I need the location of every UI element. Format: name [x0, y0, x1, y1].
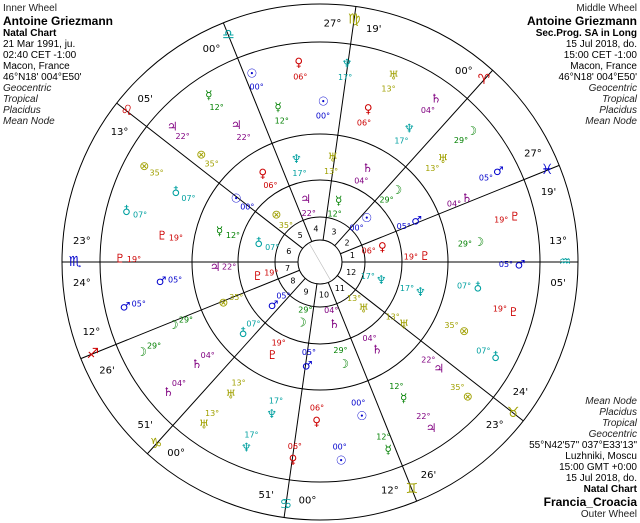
- inner-wheel-setting: Placidus: [3, 105, 41, 116]
- outer-wheel-setting: Tropical: [602, 418, 637, 429]
- planet-glyph-icon: ☿: [400, 390, 408, 405]
- middle-wheel-setting: Geocentric: [588, 83, 637, 94]
- zodiac-sign-icon: ♊: [405, 481, 419, 498]
- planet-glyph-icon: ♀: [363, 101, 373, 116]
- inner-wheel-chart-type: Natal Chart: [3, 28, 57, 39]
- outer-wheel-place: Luzhniki, Moscu: [565, 451, 637, 462]
- planet-degree: 12°: [225, 230, 241, 240]
- cusp-degree: 00°: [202, 44, 221, 56]
- planet-glyph-icon: ♀: [288, 452, 298, 467]
- planet-glyph-icon: ♁: [491, 350, 501, 365]
- cusp-minute: 51': [137, 419, 153, 431]
- inner-wheel-setting: Geocentric: [3, 83, 52, 94]
- inner-wheel-info: [3, 3, 113, 127]
- planet-glyph-icon: ♁: [122, 203, 131, 218]
- planet-glyph-icon: ♅: [225, 387, 237, 402]
- outer-wheel-info: [529, 396, 637, 520]
- planet-glyph-icon: ♀: [377, 240, 387, 255]
- cusp-minute: 23°: [73, 236, 91, 248]
- cusp-minute: 05': [550, 277, 566, 289]
- planet-degree: 05°: [301, 347, 317, 357]
- planet-glyph-icon: ♄: [162, 384, 174, 399]
- cusp-minute: 19': [366, 24, 382, 36]
- inner-wheel-coords: 46°N18' 004°E50': [3, 72, 82, 83]
- planet-glyph-icon: ⊗: [462, 389, 473, 404]
- planet-degree: 17°: [292, 168, 307, 178]
- cusp-degree: 00°: [167, 447, 186, 459]
- planet-glyph-icon: ♇: [508, 305, 519, 320]
- planet-glyph-icon: ☽: [473, 235, 485, 250]
- planet-glyph-icon: ☿: [215, 223, 224, 238]
- planet-glyph-icon: ♁: [254, 235, 264, 250]
- planet-glyph-icon: ☉: [335, 453, 347, 468]
- planet-glyph-icon: ☽: [466, 124, 478, 139]
- planet-degree: 07°: [265, 242, 280, 252]
- cusp-degree: 00°: [298, 495, 317, 507]
- planet-glyph-icon: ♆: [240, 440, 252, 455]
- house-number: 11: [334, 283, 345, 293]
- planet-degree: 22°: [175, 132, 190, 142]
- planet-degree: 22°: [421, 355, 436, 365]
- middle-wheel-setting: Mean Node: [585, 116, 637, 127]
- planet-degree: 17°: [360, 272, 375, 282]
- planet-glyph-icon: ☿: [274, 100, 282, 115]
- planet-degree: 04°: [420, 106, 436, 116]
- planet-degree: 05°: [131, 299, 146, 309]
- planet-glyph-icon: ♅: [198, 417, 210, 432]
- house-cusp-line: [340, 165, 559, 256]
- planet-degree: 06°: [309, 403, 325, 413]
- planet-glyph-icon: ♁: [171, 185, 181, 200]
- planet-degree: 19°: [403, 252, 418, 262]
- inner-wheel-name: Antoine Griezmann: [3, 14, 114, 28]
- zodiac-sign-icon: ♐: [86, 345, 100, 362]
- zodiac-sign-icon: ♏: [68, 254, 82, 270]
- planet-glyph-icon: ♅: [398, 317, 410, 332]
- cusp-degree: 27°: [524, 148, 542, 160]
- planet-degree: 07°: [181, 194, 196, 204]
- planet-degree: 06°: [361, 246, 376, 256]
- planet-degree: 06°: [356, 118, 372, 128]
- planet-glyph-icon: ♅: [437, 152, 449, 167]
- planet-degree: 29°: [333, 346, 348, 356]
- planet-degree: 19°: [126, 254, 142, 264]
- outer-wheel-name: Francia_Croacia: [543, 495, 637, 509]
- planet-glyph-icon: ♆: [290, 152, 302, 167]
- inner-wheel-header: Inner Wheel: [3, 3, 57, 14]
- cusp-degree: 26': [420, 469, 437, 481]
- cusp-degree: 13°: [110, 126, 129, 138]
- house-number: 9: [303, 287, 309, 297]
- planet-glyph-icon: ♃: [300, 192, 311, 207]
- planet-degree: 13°: [204, 408, 220, 418]
- zodiac-sign-icon: ♑: [149, 436, 163, 453]
- middle-wheel-place: Macon, France: [570, 61, 637, 72]
- house-number: 2: [344, 238, 350, 248]
- planet-degree: 22°: [222, 262, 237, 272]
- planet-glyph-icon: ☿: [205, 88, 213, 103]
- planet-degree: 19°: [168, 233, 184, 243]
- house-number: 1: [349, 251, 355, 261]
- inner-wheel-setting: Tropical: [3, 94, 38, 105]
- house-number: 5: [297, 231, 303, 241]
- cusp-minute: 05': [137, 94, 153, 106]
- inner-wheel-setting: Mean Node: [3, 116, 55, 127]
- middle-wheel-coords: 46°N18' 004°E50': [558, 72, 637, 83]
- planet-degree: 22°: [416, 412, 431, 422]
- planet-degree: 29°: [298, 305, 313, 315]
- planet-glyph-icon: ♇: [114, 251, 126, 266]
- middle-wheel-header: Middle Wheel: [576, 3, 637, 14]
- planet-glyph-icon: ☽: [167, 317, 179, 332]
- planet-degree: 06°: [263, 181, 278, 191]
- planet-degree: 00°: [332, 442, 347, 452]
- inner-wheel-time: 02:40 CET -1:00: [3, 50, 77, 61]
- planet-degree: 00°: [315, 111, 331, 121]
- outer-wheel-date: 15 Jul 2018, do.: [565, 473, 637, 484]
- planet-glyph-icon: ⊗: [271, 207, 282, 222]
- planet-glyph-icon: ☽: [136, 344, 147, 359]
- planet-degree: 06°: [293, 72, 308, 82]
- planet-glyph-icon: ♃: [166, 119, 178, 134]
- planet-degree: 13°: [381, 84, 396, 94]
- planet-glyph-icon: ♆: [415, 285, 426, 300]
- planet-glyph-icon: ♇: [252, 268, 264, 283]
- middle-wheel-name: Antoine Griezmann: [526, 14, 637, 28]
- planet-glyph-icon: ♄: [430, 91, 442, 106]
- planet-glyph-icon: ♂: [514, 257, 526, 272]
- planet-degree: 19°: [271, 338, 286, 348]
- planet-degree: 04°: [324, 306, 339, 316]
- planet-glyph-icon: ♅: [358, 301, 370, 316]
- planet-degree: 13°: [425, 164, 440, 174]
- planet-glyph-icon: ☉: [361, 210, 373, 225]
- middle-wheel-setting: Tropical: [602, 94, 637, 105]
- planet-degree: 29°: [453, 136, 469, 146]
- planet-degree: 04°: [362, 333, 377, 343]
- planet-glyph-icon: ♆: [266, 407, 278, 422]
- planet-glyph-icon: ♆: [341, 56, 353, 71]
- planet-degree: 35°: [229, 293, 244, 303]
- outer-wheel-setting: Geocentric: [588, 429, 637, 440]
- planet-glyph-icon: ♇: [156, 228, 168, 243]
- planet-glyph-icon: ☿: [335, 193, 343, 208]
- planet-glyph-icon: ♂: [119, 299, 131, 314]
- planet-glyph-icon: ♂: [301, 358, 313, 373]
- outer-wheel-coords: 55°N42'57" 037°E33'13": [529, 440, 637, 451]
- planet-degree: 12°: [376, 432, 391, 442]
- planet-glyph-icon: ♀: [312, 414, 322, 429]
- planet-degree: 05°: [498, 260, 514, 270]
- cusp-minute: 51': [258, 489, 274, 501]
- planet-glyph-icon: ♂: [267, 298, 279, 313]
- planet-glyph-icon: ☉: [230, 191, 242, 206]
- planet-degree: 29°: [146, 341, 162, 351]
- house-number: 4: [313, 224, 319, 234]
- planet-glyph-icon: ♂: [411, 213, 423, 228]
- planet-glyph-icon: ♇: [266, 348, 278, 363]
- planet-glyph-icon: ♄: [362, 160, 374, 175]
- planet-degree: 35°: [149, 168, 164, 178]
- planet-glyph-icon: ⊗: [218, 295, 229, 310]
- aspect-line: [309, 243, 331, 281]
- zodiac-sign-icon: ♌: [120, 103, 134, 120]
- cusp-degree: 27°: [323, 18, 342, 30]
- planet-glyph-icon: ♂: [493, 164, 504, 179]
- planet-glyph-icon: ☉: [246, 66, 258, 81]
- planet-degree: 05°: [167, 275, 183, 285]
- planet-degree: 04°: [171, 378, 187, 388]
- planet-degree: 07°: [246, 319, 261, 329]
- planet-degree: 12°: [389, 381, 404, 391]
- planet-glyph-icon: ♀: [258, 166, 268, 181]
- planet-degree: 00°: [240, 202, 255, 212]
- planet-degree: 12°: [327, 209, 342, 219]
- planet-degree: 35°: [204, 159, 219, 169]
- planet-glyph-icon: ♁: [473, 280, 483, 295]
- planet-degree: 19°: [494, 215, 509, 225]
- zodiac-sign-icon: ♎: [221, 26, 235, 43]
- house-number: 10: [318, 290, 330, 300]
- planet-degree: 05°: [276, 291, 291, 301]
- outer-wheel-setting: Placidus: [599, 407, 637, 418]
- cusp-degree: 26': [99, 365, 115, 377]
- planet-glyph-icon: ♃: [425, 420, 437, 435]
- planet-glyph-icon: ⊗: [196, 147, 207, 162]
- planet-degree: 13°: [231, 378, 246, 388]
- planet-degree: 19°: [492, 304, 508, 314]
- planet-glyph-icon: ☉: [356, 408, 368, 423]
- middle-wheel-setting: Placidus: [599, 105, 637, 116]
- planet-degree: 29°: [178, 315, 194, 325]
- planet-degree: 00°: [249, 82, 264, 92]
- zodiac-sign-icon: ♉: [506, 404, 520, 421]
- planet-glyph-icon: ♇: [419, 249, 431, 264]
- zodiac-sign-icon: ♓: [540, 162, 554, 179]
- outer-wheel-chart-type: Natal Chart: [583, 484, 637, 495]
- zodiac-sign-icon: ♍: [347, 11, 361, 28]
- middle-wheel-info: [527, 3, 637, 127]
- planet-degree: 13°: [385, 312, 400, 322]
- house-number: 6: [286, 246, 292, 256]
- planet-degree: 35°: [444, 320, 459, 330]
- planet-degree: 07°: [476, 346, 491, 356]
- house-number: 8: [290, 276, 296, 286]
- planet-degree: 35°: [450, 382, 465, 392]
- planet-glyph-icon: ☽: [391, 182, 403, 197]
- planet-glyph-icon: ⊗: [459, 323, 470, 338]
- cusp-minute: 12°: [82, 326, 101, 338]
- planet-degree: 05°: [396, 221, 411, 231]
- planet-glyph-icon: ♃: [433, 361, 445, 376]
- planet-degree: 12°: [209, 102, 224, 112]
- planet-degree: 06°: [287, 441, 302, 451]
- planet-degree: 22°: [236, 133, 251, 143]
- planet-degree: 17°: [244, 430, 259, 440]
- cusp-degree: 00°: [454, 66, 473, 78]
- planet-degree: 00°: [349, 223, 364, 233]
- cusp-minute: 23°: [485, 419, 504, 431]
- zodiac-sign-icon: ♒: [558, 254, 572, 270]
- planet-degree: 13°: [323, 167, 339, 177]
- planet-degree: 07°: [132, 210, 148, 220]
- outer-wheel-header: Outer Wheel: [580, 509, 637, 520]
- planet-glyph-icon: ♆: [403, 121, 415, 136]
- inner-wheel-place: Macon, France: [3, 61, 70, 72]
- planet-degree: 13°: [347, 294, 362, 304]
- planet-degree: 17°: [268, 396, 284, 406]
- cusp-degree: 24°: [73, 277, 91, 289]
- middle-wheel-time: 15:00 CET -1:00: [563, 50, 637, 61]
- planet-degree: 17°: [394, 136, 409, 146]
- cusp-minute: 12°: [381, 485, 399, 497]
- planet-glyph-icon: ♂: [155, 273, 167, 288]
- planet-glyph-icon: ♄: [329, 316, 340, 331]
- zodiac-sign-icon: ♈: [477, 71, 491, 88]
- cusp-degree: 13°: [549, 236, 567, 248]
- planet-degree: 04°: [354, 176, 369, 186]
- planet-degree: 35°: [278, 220, 293, 230]
- planet-degree: 29°: [457, 239, 473, 249]
- planet-degree: 29°: [379, 195, 394, 205]
- planet-degree: 17°: [338, 73, 353, 83]
- outer-wheel-time: 15:00 GMT +0:00: [559, 462, 637, 473]
- planet-degree: 22°: [301, 208, 316, 218]
- planet-glyph-icon: ♅: [327, 150, 339, 165]
- planet-glyph-icon: ♃: [209, 259, 221, 274]
- planet-degree: 17°: [399, 284, 415, 294]
- inner-wheel-date: 21 Mar 1991, ju.: [3, 39, 76, 50]
- planet-degree: 04°: [446, 199, 462, 209]
- planet-degree: 12°: [274, 116, 289, 126]
- planet-glyph-icon: ♄: [191, 356, 203, 371]
- planet-glyph-icon: ♄: [461, 191, 473, 206]
- planet-glyph-icon: ☽: [338, 356, 350, 371]
- house-number: 3: [331, 227, 337, 237]
- planet-glyph-icon: ♆: [375, 273, 387, 288]
- middle-wheel-chart-type: Sec.Prog. SA in Long: [535, 28, 637, 39]
- cusp-minute: 19': [540, 187, 557, 199]
- middle-wheel-date: 15 Jul 2018, do.: [565, 39, 637, 50]
- house-number: 12: [346, 268, 357, 278]
- cusp-degree: 24': [512, 387, 529, 399]
- house-number: 7: [285, 263, 291, 273]
- zodiac-sign-icon: ♋: [279, 496, 293, 513]
- planet-degree: 05°: [478, 173, 494, 183]
- planet-degree: 00°: [351, 398, 366, 408]
- planet-glyph-icon: ♁: [238, 326, 248, 341]
- planet-glyph-icon: ♄: [371, 342, 383, 357]
- outer-wheel-setting: Mean Node: [585, 396, 637, 407]
- planet-glyph-icon: ☿: [384, 442, 392, 457]
- planet-glyph-icon: ☉: [317, 94, 329, 109]
- planet-degree: 07°: [456, 281, 472, 291]
- planet-glyph-icon: ♇: [509, 209, 521, 224]
- planet-glyph-icon: ⊗: [139, 158, 150, 173]
- planet-degree: 19°: [264, 268, 279, 278]
- planet-glyph-icon: ☽: [295, 315, 307, 330]
- planet-glyph-icon: ♃: [230, 118, 242, 133]
- planet-glyph-icon: ♅: [388, 68, 400, 83]
- planet-glyph-icon: ♀: [294, 55, 304, 70]
- planet-degree: 04°: [200, 350, 215, 360]
